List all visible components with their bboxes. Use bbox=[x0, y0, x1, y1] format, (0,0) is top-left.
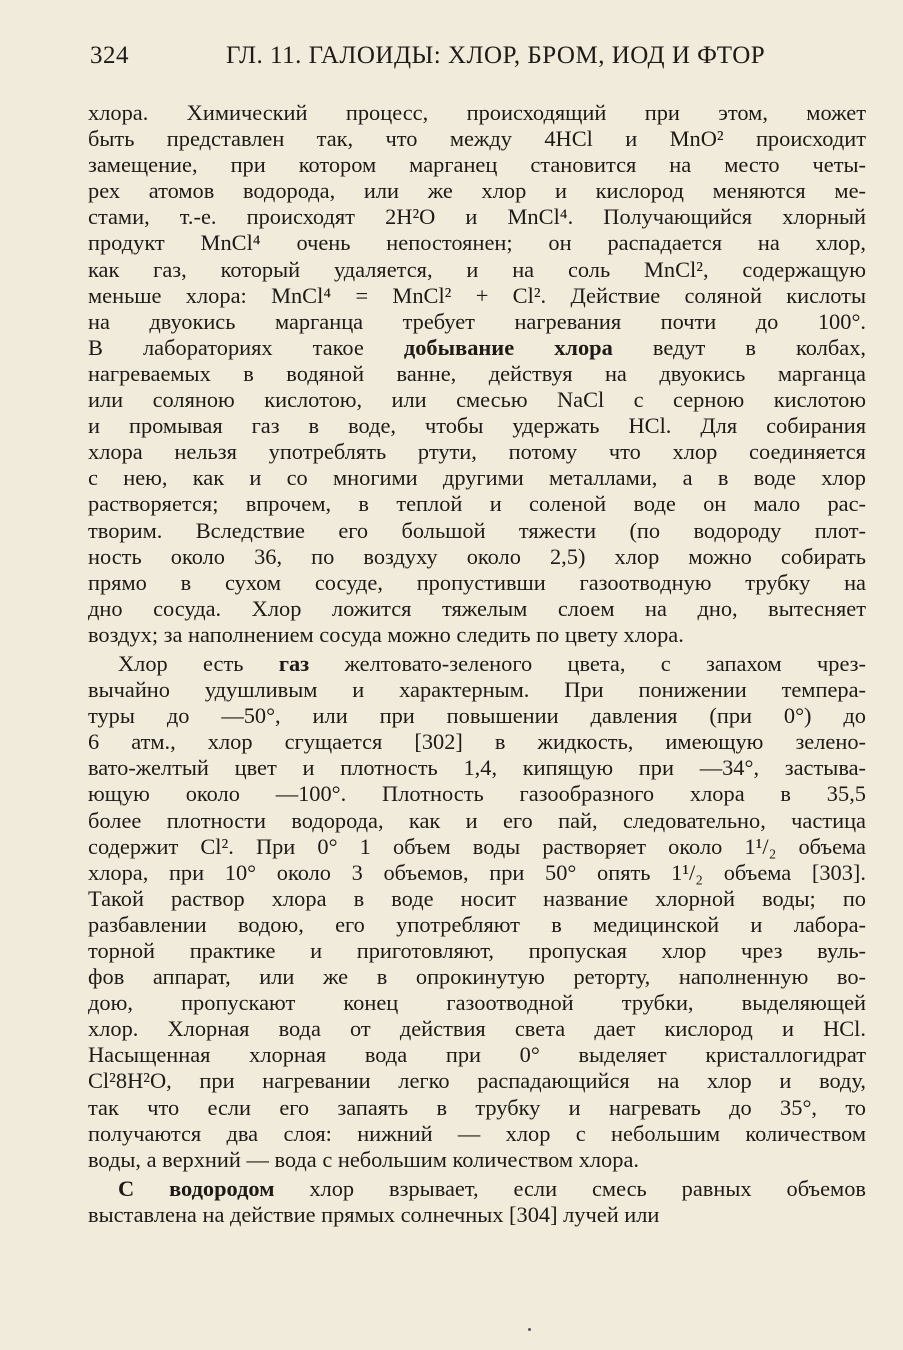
text-line: Насыщенная хлорная вода при 0° выделяет кристаллогидрат bbox=[88, 1042, 866, 1068]
text-line: с нею, как и со многими другими металлами, а в воде хлор bbox=[88, 465, 866, 491]
text-line: воздух; за наполнением сосуда можно следить по цвету хлора. bbox=[88, 621, 684, 647]
text-line: быть представлен так, что между 4HCl и MnO² происходит bbox=[88, 126, 866, 152]
bold-term: С водородом bbox=[118, 1175, 275, 1201]
text-line: ющую около —100°. Плотность газообразного хлора в 35,5 bbox=[88, 781, 866, 807]
page-number: 324 bbox=[90, 42, 129, 69]
text-line: рех атомов водорода, или же хлор и кислород меняются ме- bbox=[88, 178, 866, 204]
page-speck bbox=[528, 1328, 531, 1331]
text-line: 6 атм., хлор сгущается [302] в жидкость, имеющую зелено- bbox=[88, 729, 866, 755]
paragraph bbox=[88, 100, 866, 648]
text-line: разбавлении водою, его употребляют в медицинской и лабора- bbox=[88, 911, 866, 937]
text-line: как газ, который удаляется, и на соль MnCl², содержащую bbox=[88, 256, 866, 282]
text-line: творим. Вследствие его большой тяжести (по водороду плот- bbox=[88, 517, 866, 543]
text-line: выставлена на действие прямых солнечных [304] лучей или bbox=[88, 1201, 660, 1227]
text-line: торной практике и приготовляют, пропуская хлор чрез вуль- bbox=[88, 938, 866, 963]
text-line: на двуокись марганца требует нагревания почти до 100°. bbox=[88, 308, 866, 334]
text-line: воды, а верхний — вода с небольшим количеством хлора. bbox=[88, 1146, 639, 1172]
text-line: нагреваемых в водяной ванне, действуя на двуокись марганца bbox=[88, 360, 866, 386]
text-line: более плотности водорода, как и его пай, следовательно, частица bbox=[88, 807, 866, 833]
bold-term: газ bbox=[278, 650, 310, 676]
text-line: Такой раствор хлора в воде носит название хлорной воды; по bbox=[88, 885, 866, 911]
text-line: С водородом хлор взрывает, если смесь равных объемов bbox=[118, 1175, 866, 1201]
paragraph bbox=[88, 1176, 866, 1228]
body-text bbox=[88, 100, 866, 1228]
bold-term: добывание хлора bbox=[403, 334, 613, 360]
text-line: меньше хлора: MnCl⁴ = MnCl² + Cl². Действие соляной кислоты bbox=[88, 282, 866, 308]
text-line: хлора. Химический процесс, происходящий при этом, может bbox=[88, 100, 866, 125]
text-line: прямо в сухом сосуде, пропустивши газоотводную трубку на bbox=[88, 569, 866, 595]
text-line: получаются два слоя: нижний — хлор с небольшим количеством bbox=[88, 1120, 866, 1146]
paragraph bbox=[88, 651, 866, 1173]
text-line: хлор. Хлорная вода от действия света дает кислород и HCl. bbox=[88, 1016, 866, 1042]
text-line: фов аппарат, или же в опрокинутую реторту, наполненную во- bbox=[88, 964, 866, 990]
text-line: продукт MnCl⁴ очень непостоянен; он распадается на хлор, bbox=[88, 230, 866, 256]
text-line: растворяется; впрочем, в теплой и соленой воде он мало рас- bbox=[88, 491, 866, 517]
text-line: или соляною кислотою, или смесью NaCl с серною кислотою bbox=[88, 387, 866, 413]
text-line: стами, т.-е. происходят 2H²O и MnCl⁴. Получающийся хлорный bbox=[88, 204, 866, 230]
text-line: замещение, при котором марганец становится на место четы- bbox=[88, 152, 866, 178]
text-line: хлора нельзя употреблять ртути, потому что хлор соединяется bbox=[88, 439, 866, 465]
text-line: дно сосуда. Хлор ложится тяжелым слоем на дно, вытесняет bbox=[88, 595, 866, 621]
text-line: вато-желтый цвет и плотность 1,4, кипящую при —34°, застыва- bbox=[88, 755, 866, 781]
running-head: ГЛ. 11. ГАЛОИДЫ: ХЛОР, БРОМ, ИОД И ФТОР bbox=[226, 42, 766, 69]
text-line: В лабораториях такое добывание хлора ведут в колбах, bbox=[88, 334, 866, 360]
text-line: содержит Cl². При 0° 1 объем воды растворяет около 1¹/₂ объема bbox=[88, 833, 866, 859]
text-line: туры до —50°, или при повышении давления (при 0°) до bbox=[88, 703, 866, 729]
text-line: так что если его запаять в трубку и нагревать до 35°, то bbox=[88, 1094, 866, 1120]
text-line: вычайно удушливым и характерным. При понижении темпера- bbox=[88, 677, 866, 703]
text-line: Cl²8H²O, при нагревании легко распадающийся на хлор и воду, bbox=[88, 1068, 866, 1094]
text-line: и промывая газ в воде, чтобы удержать HCl. Для собирания bbox=[88, 413, 866, 439]
text-line: ность около 36, по воздуху около 2,5) хлор можно собирать bbox=[88, 543, 866, 569]
text-line: Хлор есть газ желтовато-зеленого цвета, с запахом чрез- bbox=[118, 650, 866, 676]
text-line: дою, пропускают конец газоотводной трубки, выделяющей bbox=[88, 990, 866, 1016]
text-line: хлора, при 10° около 3 объемов, при 50° опять 1¹/₂ объема [303]. bbox=[88, 859, 866, 885]
